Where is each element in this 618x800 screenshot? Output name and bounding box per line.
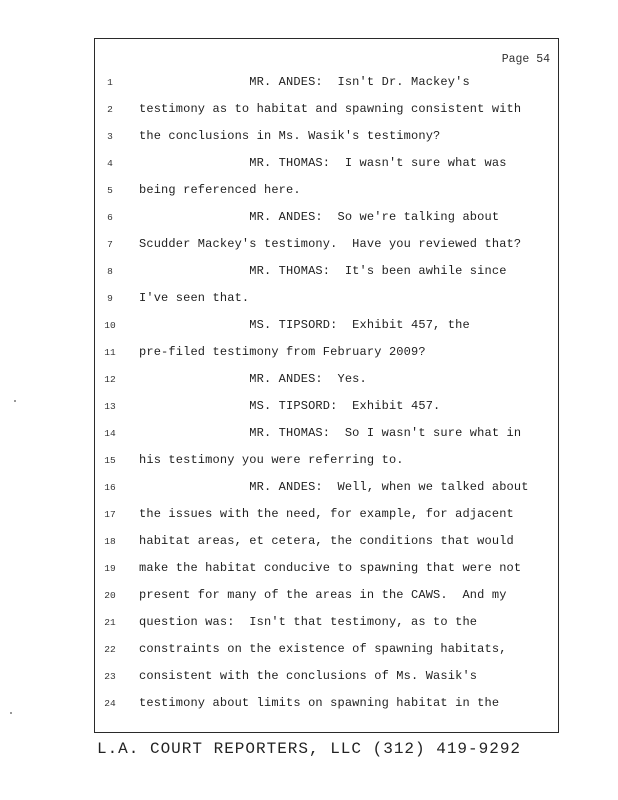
court-reporter-footer: L.A. COURT REPORTERS, LLC (312) 419-9292 bbox=[96, 740, 522, 758]
transcript-line bbox=[95, 285, 558, 312]
line-text: habitat areas, et cetera, the conditions that would bbox=[139, 534, 514, 548]
line-text: his testimony you were referring to. bbox=[139, 453, 404, 467]
line-text: MR. THOMAS: It's been awhile since bbox=[139, 264, 507, 278]
transcript-line bbox=[95, 69, 558, 96]
line-text: make the habitat conducive to spawning that were not bbox=[139, 561, 522, 575]
line-number: 24 bbox=[104, 698, 116, 709]
transcript-line bbox=[95, 609, 558, 636]
line-number: 7 bbox=[107, 239, 113, 250]
transcript-line bbox=[95, 663, 558, 690]
line-text: Scudder Mackey's testimony. Have you reviewed that? bbox=[139, 237, 522, 251]
line-number: 22 bbox=[104, 644, 116, 655]
line-text: MR. ANDES: Yes. bbox=[139, 372, 367, 386]
transcript-line bbox=[95, 258, 558, 285]
line-text: pre-filed testimony from February 2009? bbox=[139, 345, 426, 359]
line-number: 11 bbox=[104, 347, 116, 358]
line-number: 1 bbox=[107, 77, 113, 88]
line-number: 4 bbox=[107, 158, 113, 169]
transcript-line bbox=[95, 528, 558, 555]
transcript-line bbox=[95, 366, 558, 393]
line-number: 2 bbox=[107, 104, 113, 115]
transcript-line bbox=[95, 474, 558, 501]
line-text: present for many of the areas in the CAWS. And my bbox=[139, 588, 507, 602]
transcript-line bbox=[95, 636, 558, 663]
transcript-line bbox=[95, 177, 558, 204]
transcript-line bbox=[95, 501, 558, 528]
transcript-line bbox=[95, 339, 558, 366]
transcript-line bbox=[95, 96, 558, 123]
transcript-line bbox=[95, 393, 558, 420]
line-number: 9 bbox=[107, 293, 113, 304]
line-text: I've seen that. bbox=[139, 291, 250, 305]
line-number: 18 bbox=[104, 536, 116, 547]
line-number: 23 bbox=[104, 671, 116, 682]
line-number: 15 bbox=[104, 455, 116, 466]
line-number: 14 bbox=[104, 428, 116, 439]
line-number: 21 bbox=[104, 617, 116, 628]
line-number: 5 bbox=[107, 185, 113, 196]
line-number: 12 bbox=[104, 374, 116, 385]
scan-speckle bbox=[14, 400, 16, 402]
line-text: being referenced here. bbox=[139, 183, 301, 197]
line-text: MR. THOMAS: I wasn't sure what was bbox=[139, 156, 507, 170]
line-number: 19 bbox=[104, 563, 116, 574]
transcript-line bbox=[95, 447, 558, 474]
transcript-line bbox=[95, 582, 558, 609]
line-number: 3 bbox=[107, 131, 113, 142]
line-text: testimony about limits on spawning habitat in the bbox=[139, 696, 500, 710]
line-number: 17 bbox=[104, 509, 116, 520]
line-text: consistent with the conclusions of Ms. Wasik's bbox=[139, 669, 478, 683]
line-number: 10 bbox=[104, 320, 116, 331]
line-text: MS. TIPSORD: Exhibit 457, the bbox=[139, 318, 470, 332]
line-text: testimony as to habitat and spawning consistent with bbox=[139, 102, 522, 116]
transcript-line bbox=[95, 312, 558, 339]
line-text: the conclusions in Ms. Wasik's testimony? bbox=[139, 129, 441, 143]
line-text: the issues with the need, for example, for adjacent bbox=[139, 507, 514, 521]
scan-speckle bbox=[10, 712, 12, 714]
line-text: MR. THOMAS: So I wasn't sure what in bbox=[139, 426, 522, 440]
line-text: MR. ANDES: Isn't Dr. Mackey's bbox=[139, 75, 470, 89]
transcript-lines bbox=[95, 69, 558, 717]
transcript-line bbox=[95, 123, 558, 150]
line-number: 20 bbox=[104, 590, 116, 601]
transcript-line bbox=[95, 690, 558, 717]
line-number: 16 bbox=[104, 482, 116, 493]
line-number: 6 bbox=[107, 212, 113, 223]
page-number: Page 54 bbox=[501, 53, 550, 66]
transcript-line bbox=[95, 231, 558, 258]
line-number: 13 bbox=[104, 401, 116, 412]
transcript-line bbox=[95, 555, 558, 582]
transcript-line bbox=[95, 204, 558, 231]
line-number: 8 bbox=[107, 266, 113, 277]
transcript-line bbox=[95, 420, 558, 447]
line-text: MR. ANDES: So we're talking about bbox=[139, 210, 500, 224]
line-text: MR. ANDES: Well, when we talked about bbox=[139, 480, 529, 494]
line-text: question was: Isn't that testimony, as to the bbox=[139, 615, 478, 629]
transcript-page bbox=[94, 38, 559, 733]
line-text: MS. TIPSORD: Exhibit 457. bbox=[139, 399, 441, 413]
transcript-line bbox=[95, 150, 558, 177]
line-text: constraints on the existence of spawning habitats, bbox=[139, 642, 507, 656]
